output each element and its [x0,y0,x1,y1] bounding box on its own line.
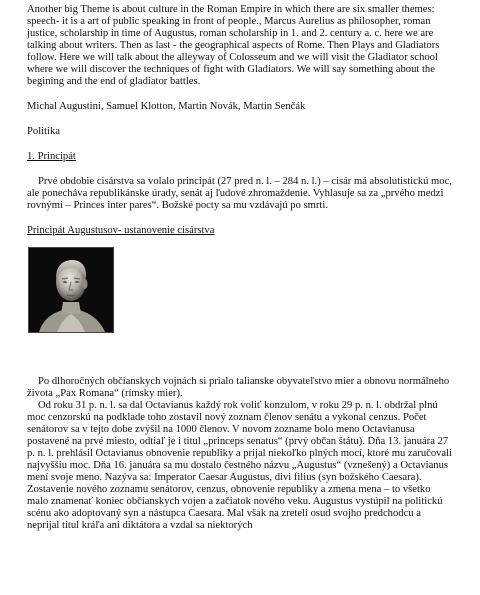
section-paragraph: Prvé obdobie cisárstva sa volalo principát (27 pred n. l. – 284 n. l.) – cisár má absolutistickú moc, ale ponecháva republikánske úrady, senát aj ľudové zhromaždenie. Vyhlasuje sa za „prvého medzi rovnými – Princes inter pares“. Božské pocty sa mu vzdávajú po smrti. [27,176,452,211]
paragraph-3: Od roku 31 p. n. l. sa dal Octavianus každý rok voliť konzulom, v roku 29 p. n. l. obdržal plnú moc cenzorskú na podklade toho zostavil nový zoznam členov senátu a vykonal cenzus. Počet senátorov sa v tejto dobe zvýšil na 1000 členov. V novom zozname bolo meno Octavianusa postavené na prvé miesto, odtiaľ je i titul „princeps senatus“ (prvý občan štátu). Dňa 13. januára 27 p. n. l. prehlásil Octavianus obnovenie republiky a prijal niekoľko plných mocí, ktoré mu zaručovali najvyššiu moc. Dňa 16. januára sa mu dostalo čestného názvu „Augustus“ (vznešený) a Octavianus mení svoje meno. Nazýva sa: Imperator Caesar Augustus, divi filius (syn božského Caesara). Zostavenie nového zoznamu senátorov, cenzus, obnovenie republiky a zmena mena – to všetko malo znamenať koniec občianskych vojen a začiatok nového veku. Augustus vystúpil na politickú scénu ako adoptovaný syn a nástupca Caesara. Mal však na zreteli osud svojho predchodcu a neprijal titul kráľa ani diktátora a vzdal sa niektorých [27,400,452,531]
chapter-heading: Politika [27,126,60,137]
document-page [27,4,452,532]
subsection-title: Principát Augustusov- ustanovenie cisárstva [27,225,215,236]
paragraph-2: Po dlhoročných občianskych vojnách si prialo talianske obyvateľstvo mier a obnovu normálneho života „Pax Romana“ (rímsky mier). [27,376,450,399]
intro-paragraph: Another big Theme is about culture in the Roman Empire in which there are six smaller themes: speech- it is a art of public speaking in front of people., Marcus Aurelius as philosopher, roman justice, scholarship in time of Augustus, roman scholarship in 1. and 2. century a. c. here we are talking about writers. Then as last - the geographical aspects of Rome. Then Plays and Gladiators follow. Here we will talk about the alleyway of Colosseum and we will visit the Gladiator school where we will discover the techniques of fight with Gladiators. We will say something about the begining and the end of gladiator battles. [27,4,440,87]
section-title: 1. Principát [27,151,76,162]
augustus-bust-photo [28,247,114,333]
authors-line: Michal Augustini, Samuel Klotton, Martin Novák, Martin Senčák [27,101,306,112]
bust-icon [29,248,113,332]
